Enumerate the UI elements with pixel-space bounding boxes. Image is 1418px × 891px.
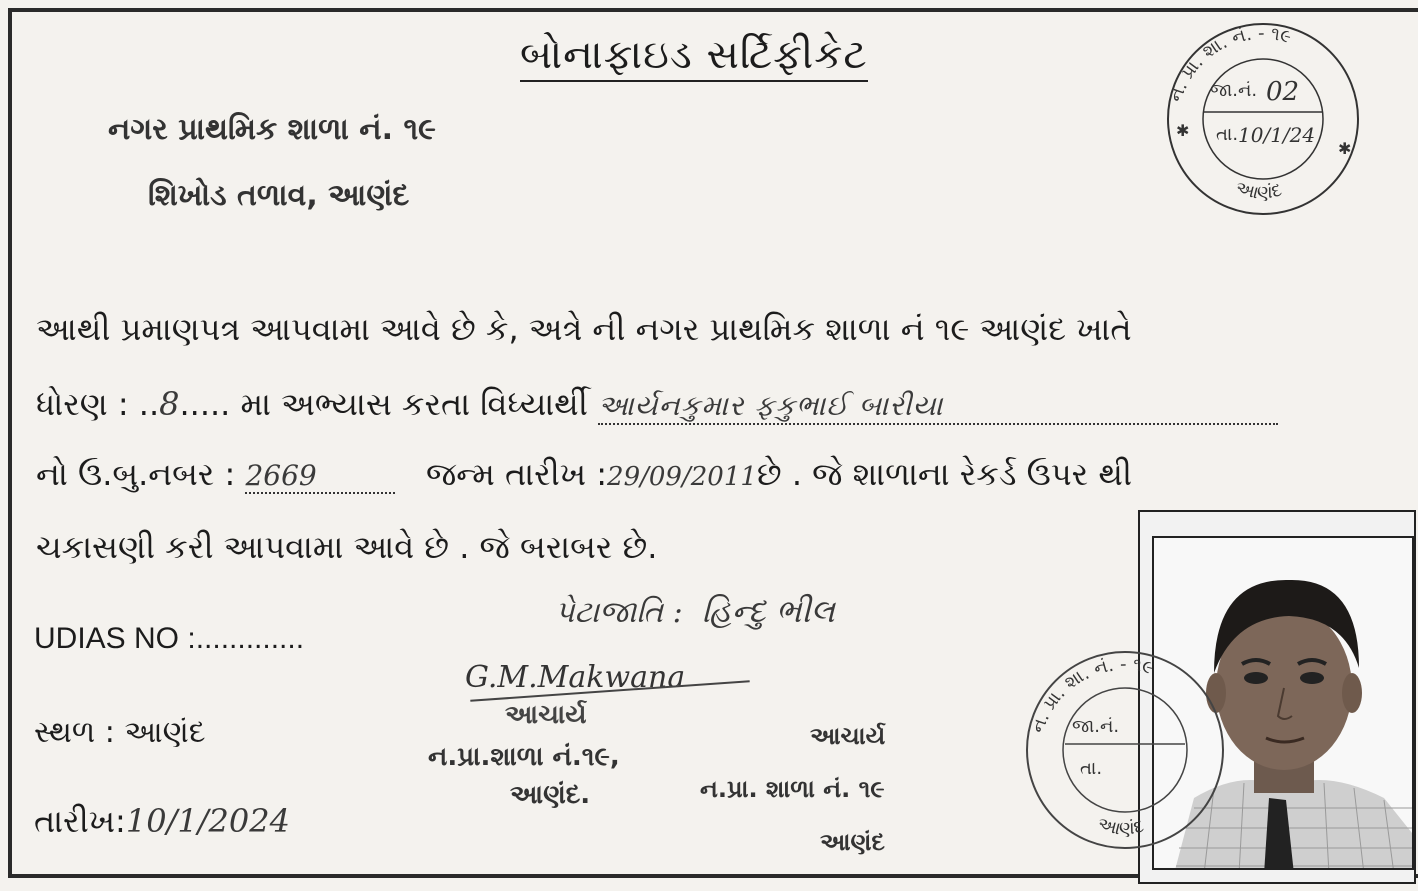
- udias-number: UDIAS NO :.............: [34, 622, 305, 655]
- body-line-3: [36, 455, 1132, 494]
- date-label: તારીખ:: [34, 802, 126, 840]
- principal-school: ન.પ્રા.શાળા નં.૧૯,: [428, 742, 620, 772]
- photo-stamp-ja-label: જા.નં.: [1072, 716, 1120, 737]
- caste-value: હિન્દુ ભીલ: [701, 592, 835, 630]
- standard-value: 8: [159, 385, 180, 423]
- school-stamp-top: [1148, 14, 1378, 224]
- gr-label: નો ઉ.બુ.નબર :: [36, 455, 236, 493]
- date-row: [34, 802, 290, 841]
- school-stamp-photo: [1010, 640, 1240, 860]
- stamp-star-icon: ✱: [1338, 139, 1352, 158]
- body-line-2: [36, 385, 1278, 425]
- date-value: 10/1/2024: [125, 802, 290, 840]
- line3-suffix: છે . જે શાળાના રેકર્ડ ઉપર થી: [756, 455, 1133, 493]
- caste-row: [555, 592, 835, 631]
- student-name: આર્યનકુમાર ફકુભાઈ બારીયા: [598, 389, 1278, 425]
- stamp-ring-text: ન. પ્રા. શા. નં. - ૧૯: [1165, 22, 1294, 105]
- photo-stamp-bottom: આણંદ: [1095, 813, 1146, 840]
- principal-title: આચાર્ય: [505, 700, 587, 730]
- birth-date: 29/09/2011: [607, 462, 757, 492]
- certificate-title: બોનાફાઇડ સર્ટિફીકેટ: [520, 32, 868, 82]
- body-line-1: આથી પ્રમાણપત્ર આપવામા આવે છે કે, અત્રે ની નગર પ્રાથમિક શાળા નં ૧૯ આણંદ ખાતે: [36, 310, 1132, 348]
- stamp-bottom-text: આણંદ: [1233, 177, 1284, 204]
- faint-stamp-school: ન.પ્રા. શાળા નં. ૧૯: [700, 775, 885, 803]
- stamp-date-value: 10/1/24: [1238, 123, 1316, 147]
- stamp-ja-label: જા.નં.: [1210, 80, 1258, 101]
- principal-city: આણંદ.: [510, 780, 591, 810]
- stamp-star-icon: ✱: [1176, 121, 1190, 140]
- photo-stamp-ring: ન. પ્રા. શા. નં. - ૧૯: [1027, 653, 1156, 736]
- gr-number: 2669: [245, 459, 395, 494]
- school-name: નગર પ્રાથમિક શાળા નં. ૧૯: [108, 112, 436, 147]
- body-line-4: ચકાસણી કરી આપવામા આવે છે . જે બરાબર છે.: [36, 528, 658, 566]
- stamp-date-label: તા.: [1216, 124, 1239, 145]
- faint-stamp-title: આચાર્ય: [810, 722, 886, 750]
- school-address: શિખોડ તળાવ, આણંદ: [148, 178, 410, 213]
- principal-signature: G.M.Makwana: [465, 660, 686, 695]
- photo-stamp-date-label: તા.: [1080, 758, 1103, 779]
- birth-date-label: જન્મ તારીખ :: [425, 455, 608, 493]
- place: સ્થળ : આણંદ: [34, 715, 206, 750]
- standard-prefix: ધોરણ : ..: [36, 385, 160, 423]
- faint-stamp-city: આણંદ: [820, 828, 885, 856]
- standard-mid: ..... મા અભ્યાસ કરતા વિધ્યાર્થી: [179, 385, 588, 423]
- caste-label: પેટાજાતિ :: [555, 595, 683, 630]
- stamp-ja-value: 02: [1266, 77, 1300, 107]
